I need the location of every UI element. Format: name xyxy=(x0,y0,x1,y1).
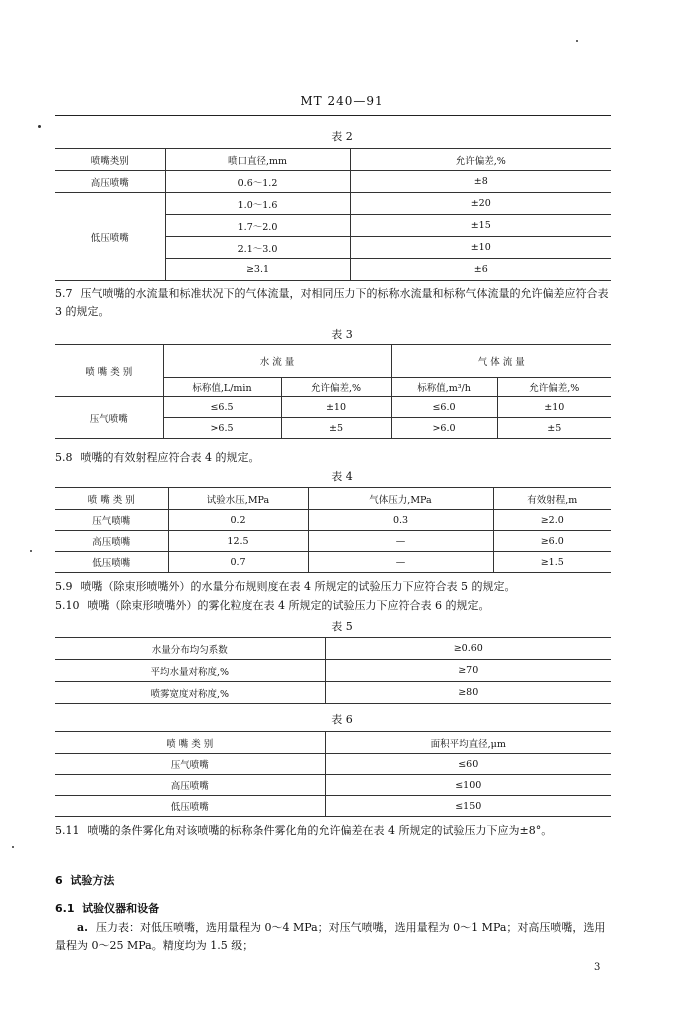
table4-header-row xyxy=(55,488,611,510)
table4-cell: 12.5 xyxy=(168,531,308,552)
table3-subheader: 标称值,m³/h xyxy=(391,378,497,397)
table-row xyxy=(55,796,611,817)
clause-5-10 xyxy=(55,597,613,615)
table-row xyxy=(55,754,611,775)
table2-cell-diameter: ≥3.1 xyxy=(165,259,350,281)
clause-text: 喷嘴的有效射程应符合表 4 的规定。 xyxy=(80,451,260,464)
table4-cell: 0.7 xyxy=(168,552,308,573)
table-row xyxy=(55,397,611,418)
table2-cell-category: 高压喷嘴 xyxy=(55,171,165,193)
table3-cell: >6.0 xyxy=(391,418,497,439)
table2-cell-tolerance: ±6 xyxy=(350,259,611,281)
item-text: 压力表：对低压喷嘴，选用量程为 0～4 MPa；对压气喷嘴，选用量程为 0～1 MPa；对高压喷嘴，选用量程为 0～25 MPa。精度均为 1.5 级； xyxy=(55,921,606,952)
table2-cell-tolerance: ±8 xyxy=(350,171,611,193)
table2-cell-tolerance: ±15 xyxy=(350,215,611,237)
table3-cell: ±5 xyxy=(281,418,391,439)
table3-header-water-flow: 水 流 量 xyxy=(163,345,391,378)
table4-cell: ≥1.5 xyxy=(493,552,611,573)
standard-code-header: MT 240—91 xyxy=(300,94,384,108)
item-a xyxy=(55,919,613,955)
scan-speck xyxy=(38,125,41,128)
table6-caption: 表 6 xyxy=(331,713,353,726)
table2-cell-tolerance: ±10 xyxy=(350,237,611,259)
table-row xyxy=(55,510,611,531)
table2-header-category: 喷嘴类别 xyxy=(55,149,165,171)
table4-header: 气体压力,MPa xyxy=(308,488,493,510)
section-number: 6.1 xyxy=(55,902,75,915)
table3-header-gas-flow: 气 体 流 量 xyxy=(391,345,611,378)
table6 xyxy=(55,731,611,817)
table3-cell-category: 压气喷嘴 xyxy=(55,397,163,439)
table2-cell-category: 低压喷嘴 xyxy=(55,193,165,281)
table4-caption: 表 4 xyxy=(331,470,353,483)
table3-caption: 表 3 xyxy=(331,328,353,341)
clause-5-9 xyxy=(55,578,613,596)
table6-cell: ≤60 xyxy=(325,754,611,775)
table-row xyxy=(55,171,611,193)
table4-header: 喷 嘴 类 别 xyxy=(55,488,168,510)
table-row xyxy=(55,660,611,682)
table3-cell: ≤6.5 xyxy=(163,397,281,418)
table4-cell: — xyxy=(308,552,493,573)
table3-cell: ±5 xyxy=(497,418,611,439)
table3-subheader: 允许偏差,% xyxy=(497,378,611,397)
table2-header-row xyxy=(55,149,611,171)
table2-caption: 表 2 xyxy=(331,130,353,143)
table4-cell: 高压喷嘴 xyxy=(55,531,168,552)
table3-cell: ≤6.0 xyxy=(391,397,497,418)
table4-cell: 压气喷嘴 xyxy=(55,510,168,531)
table6-cell: ≤100 xyxy=(325,775,611,796)
table6-header-row xyxy=(55,732,611,754)
table5-cell-value: ≥0.60 xyxy=(325,638,611,660)
table4-header: 有效射程,m xyxy=(493,488,611,510)
section-title: 试验方法 xyxy=(70,874,115,887)
clause-text: 压气喷嘴的水流量和标准状况下的气体流量，对相同压力下的标称水流量和标称气体流量的允许偏差应符合表 3 的规定。 xyxy=(55,287,609,318)
table5-caption: 表 5 xyxy=(331,620,353,633)
clause-number: 5.9 xyxy=(55,580,73,593)
table3-header-category: 喷 嘴 类 别 xyxy=(55,345,163,397)
table4-header: 试验水压,MPa xyxy=(168,488,308,510)
table5-cell-item: 喷雾宽度对称度,% xyxy=(55,682,325,704)
table3-group-header-row xyxy=(55,345,611,378)
table-row xyxy=(55,682,611,704)
scan-speck xyxy=(30,550,32,552)
table-row xyxy=(55,775,611,796)
section-6-1-heading xyxy=(55,900,159,916)
section-6-heading xyxy=(55,872,114,888)
header-rule xyxy=(55,115,611,116)
table4-cell: ≥2.0 xyxy=(493,510,611,531)
table2-header-diameter: 喷口直径,mm xyxy=(165,149,350,171)
clause-text: 喷嘴的条件雾化角对该喷嘴的标称条件雾化角的允许偏差在表 4 所规定的试验压力下应为±8°。 xyxy=(87,824,553,837)
table-row xyxy=(55,638,611,660)
table6-cell: 高压喷嘴 xyxy=(55,775,325,796)
table2-header-tolerance: 允许偏差,% xyxy=(350,149,611,171)
clause-5-7 xyxy=(55,285,613,321)
table3-subheader: 标称值,L/min xyxy=(163,378,281,397)
table5-cell-item: 水量分布均匀系数 xyxy=(55,638,325,660)
table4-cell: 0.2 xyxy=(168,510,308,531)
table5 xyxy=(55,637,611,704)
page-number: 3 xyxy=(594,962,601,973)
table5-cell-item: 平均水量对称度,% xyxy=(55,660,325,682)
table2-cell-diameter: 1.0～1.6 xyxy=(165,193,350,215)
table5-cell-value: ≥80 xyxy=(325,682,611,704)
table3-cell: ±10 xyxy=(281,397,391,418)
clause-number: 5.11 xyxy=(55,824,80,837)
table3 xyxy=(55,344,611,439)
item-label: a. xyxy=(77,921,88,934)
table6-cell: ≤150 xyxy=(325,796,611,817)
table2 xyxy=(55,148,611,281)
table6-cell: 低压喷嘴 xyxy=(55,796,325,817)
table3-cell: >6.5 xyxy=(163,418,281,439)
table2-cell-diameter: 1.7～2.0 xyxy=(165,215,350,237)
table4-cell: 低压喷嘴 xyxy=(55,552,168,573)
clause-text: 喷嘴（除束形喷嘴外）的水量分布规则度在表 4 所规定的试验压力下应符合表 5 的规定。 xyxy=(80,580,516,593)
table4-cell: ≥6.0 xyxy=(493,531,611,552)
table4-cell: 0.3 xyxy=(308,510,493,531)
table3-subheader: 允许偏差,% xyxy=(281,378,391,397)
table6-cell: 压气喷嘴 xyxy=(55,754,325,775)
scan-speck xyxy=(576,40,578,42)
table-row xyxy=(55,552,611,573)
section-title: 试验仪器和设备 xyxy=(82,902,160,915)
section-number: 6 xyxy=(55,874,63,887)
table5-cell-value: ≥70 xyxy=(325,660,611,682)
clause-number: 5.7 xyxy=(55,287,73,300)
table2-cell-tolerance: ±20 xyxy=(350,193,611,215)
clause-number: 5.8 xyxy=(55,451,73,464)
clause-5-11 xyxy=(55,822,613,840)
scan-speck xyxy=(12,846,14,848)
table4-cell: — xyxy=(308,531,493,552)
table-row xyxy=(55,193,611,215)
table4 xyxy=(55,487,611,573)
clause-number: 5.10 xyxy=(55,599,80,612)
clause-5-8 xyxy=(55,449,613,467)
clause-text: 喷嘴（除束形喷嘴外）的雾化粒度在表 4 所规定的试验压力下应符合表 6 的规定。 xyxy=(87,599,490,612)
table2-cell-diameter: 2.1～3.0 xyxy=(165,237,350,259)
table-row xyxy=(55,531,611,552)
table6-header: 喷 嘴 类 别 xyxy=(55,732,325,754)
table6-header: 面积平均直径,μm xyxy=(325,732,611,754)
table3-cell: ±10 xyxy=(497,397,611,418)
table2-cell-diameter: 0.6～1.2 xyxy=(165,171,350,193)
